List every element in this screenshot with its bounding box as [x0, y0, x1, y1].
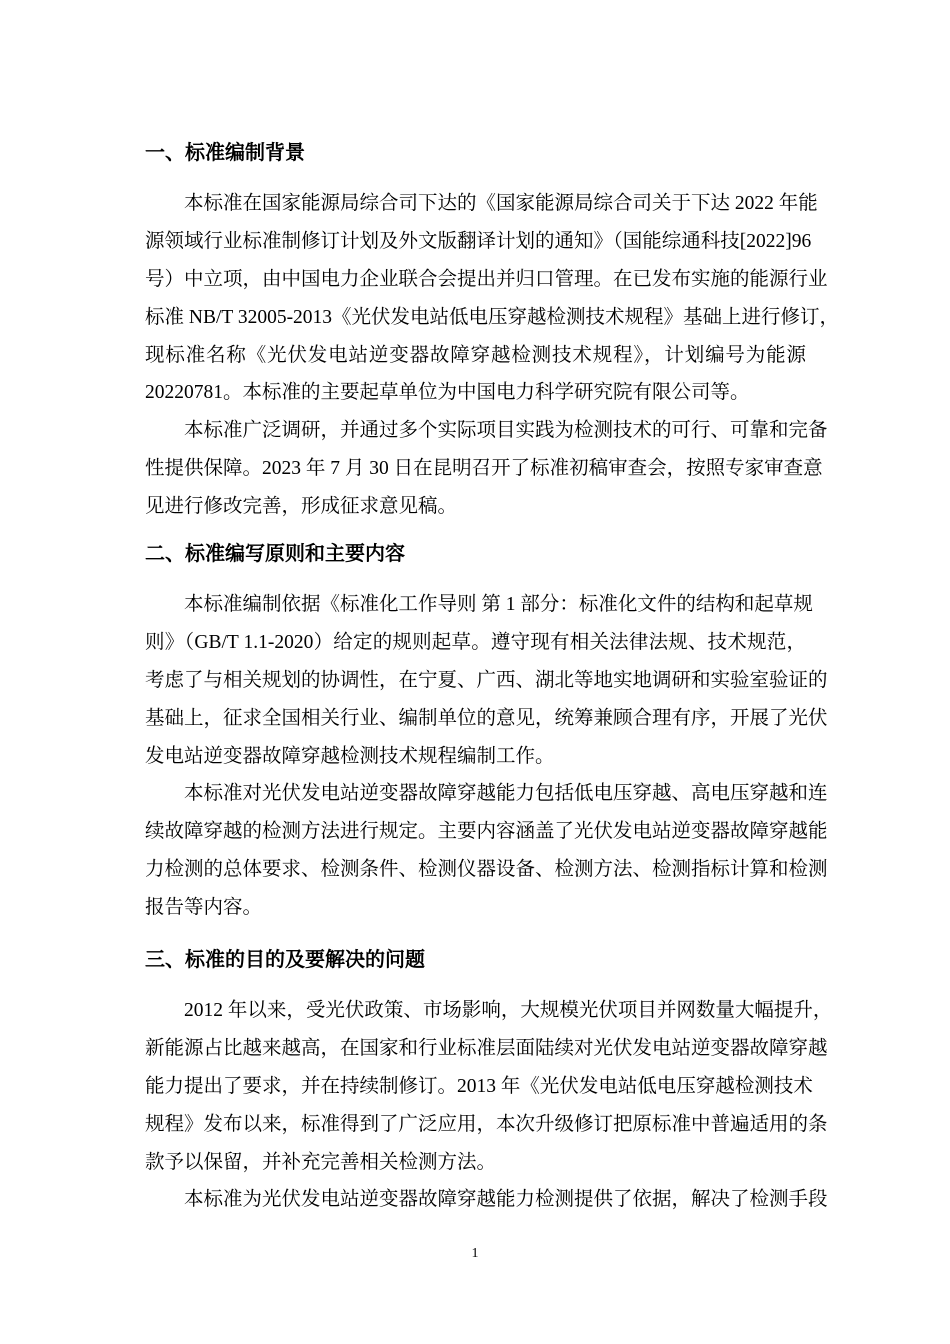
paragraph	[145, 992, 833, 1181]
text-line: 2012 年以来，受光伏政策、市场影响，大规模光伏项目并网数量大幅提升，	[184, 1000, 833, 1021]
section-heading: 三、标准的目的及要解决的问题	[145, 947, 425, 971]
paragraph	[145, 775, 828, 927]
text-line: 考虑了与相关规划的协调性，在宁夏、广西、湖北等地实地调研和实验室验证的	[145, 669, 828, 691]
text-line: 力检测的总体要求、检测条件、检测仪器设备、检测方法、检测指标计算和检测	[145, 859, 828, 881]
text-line: 款予以保留，并补充完善相关检测方法。	[145, 1151, 497, 1173]
text-line: 本标准编制依据《标准化工作导则 第 1 部分：标准化文件的结构和起草规	[184, 594, 813, 615]
text-line: 标准 NB/T 32005-2013《光伏发电站低电压穿越检测技术规程》基础上进行修订，	[145, 306, 840, 328]
text-line: 性提供保障。2023 年 7 月 30 日在昆明召开了标准初稿审查会，按照专家审查意	[145, 458, 823, 480]
text-line: 报告等内容。	[145, 897, 263, 919]
text-line: 号）中立项，由中国电力企业联合会提出并归口管理。在已发布实施的能源行业	[145, 268, 828, 290]
section-2	[145, 534, 828, 927]
text-line: 新能源占比越来越高，在国家和行业标准层面陆续对光伏发电站逆变器故障穿越	[145, 1037, 828, 1059]
text-line: 本标准在国家能源局综合司下达的《国家能源局综合司关于下达 2022 年能	[184, 193, 818, 214]
text-line: 则》（GB/T 1.1-2020）给定的规则起草。遵守现有相关法律法规、技术规范，	[145, 631, 806, 653]
text-line: 本标准广泛调研，并通过多个实际项目实践为检测技术的可行、可靠和完备	[184, 420, 828, 442]
text-line: 本标准为光伏发电站逆变器故障穿越能力检测提供了依据，解决了检测手段	[184, 1189, 828, 1211]
text-line: 见进行修改完善，形成征求意见稿。	[145, 496, 458, 518]
text-line: 基础上，征求全国相关行业、编制单位的意见，统筹兼顾合理有序，开展了光伏	[145, 707, 828, 729]
text-line: 现标准名称《光伏发电站逆变器故障穿越检测技术规程》，计划编号为能源	[145, 344, 806, 366]
section-heading: 二、标准编写原则和主要内容	[145, 541, 405, 565]
paragraph	[145, 185, 840, 412]
paragraph	[145, 412, 828, 526]
section-body	[145, 185, 840, 526]
text-line: 规程》发布以来，标准得到了广泛应用，本次升级修订把原标准中普遍适用的条	[145, 1113, 828, 1135]
text-line: 续故障穿越的检测方法进行规定。主要内容涵盖了光伏发电站逆变器故障穿越能	[145, 821, 828, 843]
text-line: 能力提出了要求，并在持续制修订。2013 年《光伏发电站低电压穿越检测技术	[145, 1075, 813, 1097]
paragraph	[145, 1181, 828, 1219]
page-number: 1	[471, 1246, 479, 1261]
section-heading: 一、标准编制背景	[145, 140, 305, 164]
section-body	[145, 992, 833, 1219]
section-body	[145, 586, 828, 927]
text-line: 20220781。本标准的主要起草单位为中国电力科学研究院有限公司等。	[145, 382, 750, 404]
section-1	[145, 133, 840, 526]
text-line: 本标准对光伏发电站逆变器故障穿越能力包括低电压穿越、高电压穿越和连	[184, 783, 828, 805]
text-line: 发电站逆变器故障穿越检测技术规程编制工作。	[145, 745, 555, 767]
section-3	[145, 940, 833, 1219]
paragraph	[145, 586, 828, 775]
text-line: 源领域行业标准制修订计划及外文版翻译计划的通知》（国能综通科技[2022]96	[145, 230, 812, 252]
